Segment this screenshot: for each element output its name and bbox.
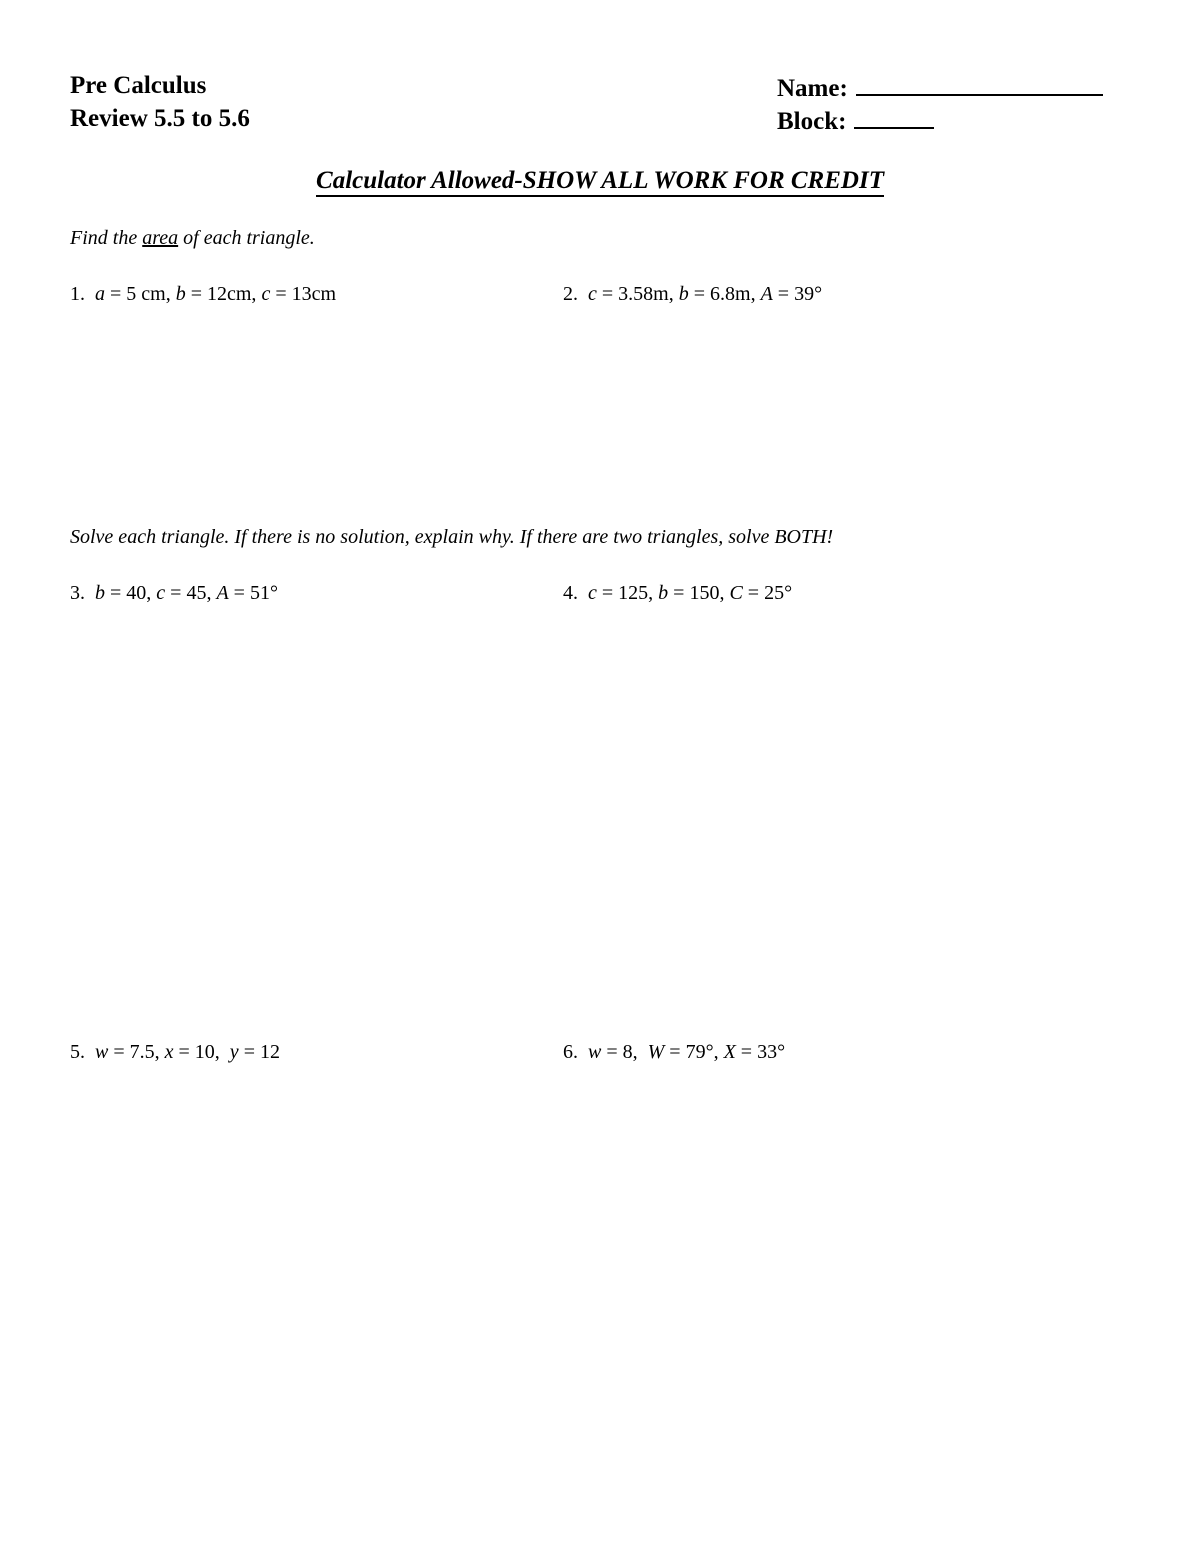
value: = 25° [742,582,793,604]
instruction-emphasis: area [142,227,179,249]
problem-1 [70,283,336,306]
value: = 125, [596,582,659,604]
instruction-text: of each triangle. [178,227,315,249]
variable: c [156,582,166,604]
value: = 45, [165,582,217,604]
value: = 6.8m, [688,283,761,305]
problem-6 [563,1041,785,1064]
variable: a [95,283,105,305]
value: = 8, [601,1041,648,1063]
review-title: Review 5.5 to 5.6 [70,105,250,132]
value: = 3.58m, [596,283,679,305]
value: = 150, [668,582,730,604]
variable: c [588,283,597,305]
value: = 33° [735,1041,786,1063]
variable: b [678,283,689,305]
variable: c [588,582,597,604]
variable: x [164,1041,174,1063]
problem-3 [70,582,278,605]
banner-text: Calculator Allowed-SHOW ALL WORK FOR CREDIT [316,167,884,197]
variable: A [216,582,229,604]
variable: w [95,1041,109,1063]
name-label: Name: [777,75,848,102]
variable: b [658,582,669,604]
variable: y [229,1041,239,1063]
value: = 40, [105,582,157,604]
value: = 13cm [270,283,337,305]
problem-number: 5. [70,1041,95,1063]
variable: c [261,283,271,305]
calculator-banner [0,167,1200,195]
variable: A [760,283,773,305]
block-blank-line[interactable] [854,105,934,129]
name-blank-line[interactable] [856,72,1103,96]
variable: b [175,283,186,305]
problem-number: 2. [563,283,588,305]
problem-number: 6. [563,1041,588,1063]
variable: W [647,1041,665,1063]
value: = 12 [238,1041,280,1063]
problem-number: 1. [70,283,95,305]
instruction-text: Find the [70,227,143,249]
course-title: Pre Calculus [70,72,207,99]
problem-2 [563,283,822,306]
variable: C [729,582,743,604]
area-instruction [70,227,315,250]
problem-number: 3. [70,582,95,604]
variable: w [588,1041,602,1063]
variable: b [95,582,105,604]
value: = 10, [173,1041,230,1063]
block-field[interactable] [777,105,934,136]
problem-number: 4. [563,582,588,604]
block-label: Block: [777,108,847,135]
value: = 5 cm, [105,283,176,305]
variable: X [723,1041,736,1063]
value: = 79°, [664,1041,724,1063]
value: = 51° [228,582,278,604]
value: = 7.5, [108,1041,165,1063]
problem-4 [563,582,792,605]
solve-instruction: Solve each triangle. If there is no solution, explain why. If there are two triangles, solve BOTH! [70,526,834,548]
value: = 39° [772,283,823,305]
name-field[interactable] [777,72,1103,103]
problem-5 [70,1041,280,1064]
value: = 12cm, [185,283,262,305]
